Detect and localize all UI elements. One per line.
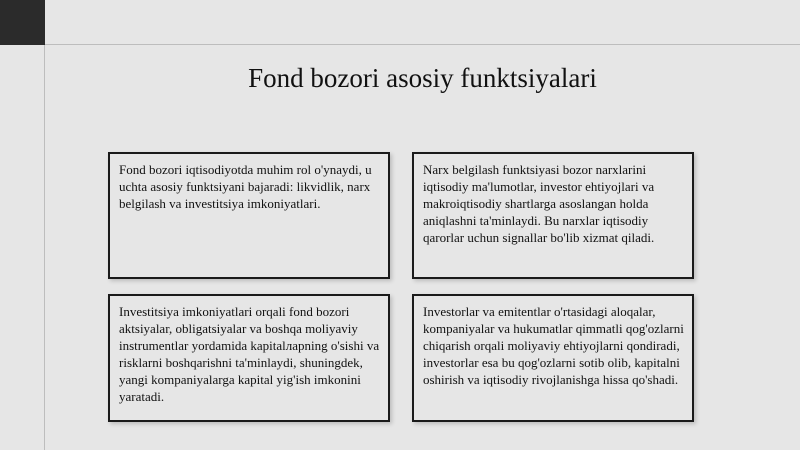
top-divider (45, 44, 800, 45)
card-investment-opportunities (108, 294, 390, 422)
left-divider (44, 45, 45, 450)
slide-title: Fond bozori asosiy funktsiyalari (248, 63, 597, 93)
card-text: Fond bozori iqtisodiyotda muhim rol o'ynaydi, u uchta asosiy funktsiyani bajaradi: likvidlik, narx belgilash va investitsiya imkoniyatlari. (119, 162, 372, 211)
card-text: Investitsiya imkoniyatlari orqali fond bozori aktsiyalar, obligatsiyalar va boshqa moliyaviy instrumentlar yordamida kapitalларning o'sishi va risklarni boshqarishni ta'minlaydi, shuningdek, yangi kompaniyalarga kapital yig'ish imkonini yaratadi. (119, 304, 380, 404)
card-text: Narx belgilash funktsiyasi bozor narxlarini iqtisodiy ma'lumotlar, investor ehtiyojlari va makroiqtisodiy shartlarga asoslangan holda aniqlashni ta'minlaydi. Bu narxlar iqtisodiy qarorlar uchun signallar bo'lib xizmat qiladi. (423, 162, 655, 245)
card-price-setting (412, 152, 694, 279)
corner-decoration (0, 0, 45, 45)
card-liquidity-overview (108, 152, 390, 279)
card-investor-issuer-relations (412, 294, 694, 422)
card-text: Investorlar va emitentlar o'rtasidagi aloqalar, kompaniyalar va hukumatlar qimmatli qog'ozlarni chiqarish orqali moliyaviy ehtiyojlarni qondiradi, investorlar esa bu qog'ozlarni sotib olib, kapitalni oshirish va iqtisodiy rivojlanishga hissa qo'shadi. (423, 304, 684, 387)
